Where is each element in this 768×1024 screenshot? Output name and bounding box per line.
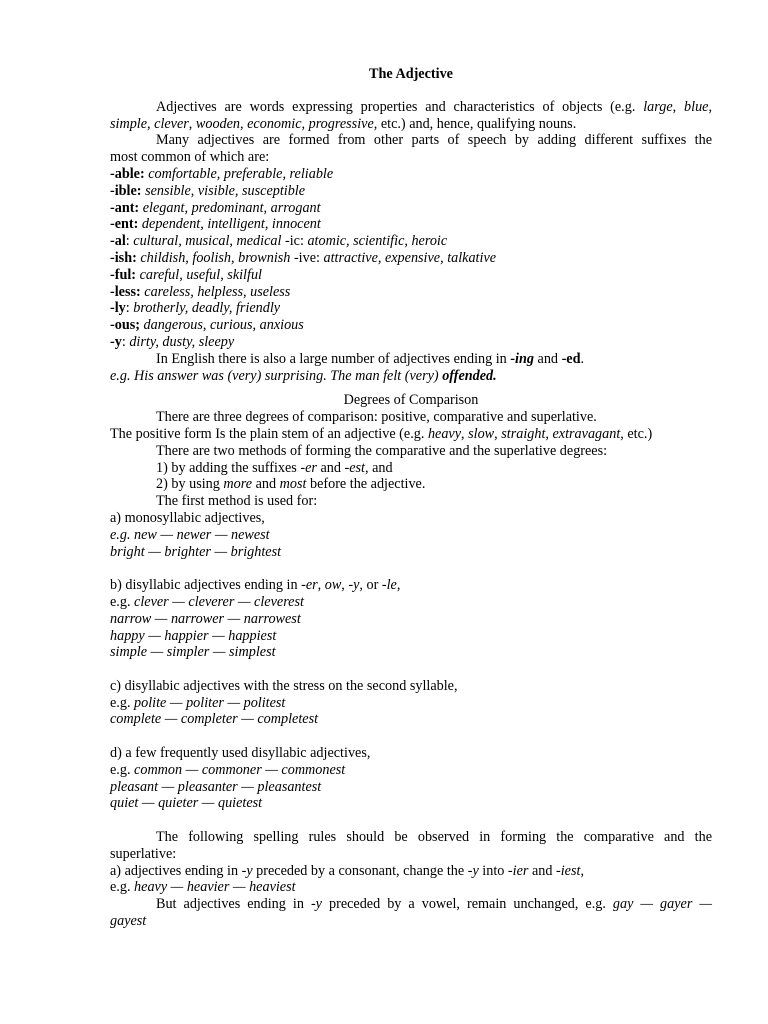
intro-line — [110, 116, 712, 133]
suffix-item — [110, 300, 712, 317]
example-line — [110, 795, 712, 812]
example-line — [110, 644, 712, 661]
example-group — [110, 678, 712, 745]
text-run: -y — [348, 577, 360, 594]
text-run: more — [223, 476, 253, 493]
text-run: Many adjectives are formed from other parts of speech by adding different suffixes the — [156, 132, 712, 149]
suffix-item — [110, 200, 712, 217]
text-run: : — [125, 233, 134, 250]
text-run: slow — [468, 425, 495, 442]
text-run: -iest — [556, 862, 581, 879]
text-run: ow — [324, 577, 342, 594]
text-run: polite — politer — politest — [134, 694, 286, 711]
text-run: and — [252, 476, 280, 493]
example-line — [110, 594, 712, 611]
text-run: and — [528, 862, 557, 879]
text-run: childish, foolish, brownish — [140, 249, 291, 266]
degrees-line — [110, 493, 712, 510]
text-run: , — [317, 577, 325, 594]
document-page — [110, 66, 712, 930]
text-run: e.g. — [110, 694, 135, 711]
example-line — [110, 913, 712, 930]
text-run: and — [316, 459, 345, 476]
text-run: -ant: — [110, 199, 140, 216]
text-run: There are two methods of forming the comparative and the superlative degrees: — [156, 442, 608, 459]
text-run: gayest — [110, 913, 147, 930]
text-run: -ing — [510, 350, 534, 367]
group-heading — [110, 510, 712, 527]
text-run: -ive: — [290, 249, 324, 266]
text-run: extravagant — [552, 425, 621, 442]
text-run: e.g. new — newer — newest — [110, 526, 270, 543]
spacer — [110, 728, 712, 745]
text-run: -est — [344, 459, 365, 476]
group-heading — [110, 678, 712, 695]
text-run: , — [672, 98, 685, 115]
text-run: -ous; — [110, 317, 140, 334]
text-run: happy — happier — happiest — [110, 627, 277, 644]
spelling-line — [110, 896, 712, 913]
text-run: attractive, expensive, talkative — [323, 249, 497, 266]
text-run: The first method is used for: — [156, 493, 318, 510]
text-run: The following spelling rules should be observed in forming the comparative and the — [156, 829, 712, 846]
spacer — [110, 560, 712, 577]
degrees-paragraph — [110, 409, 712, 510]
text-run: careful, useful, skilful — [139, 266, 262, 283]
text-run: brotherly, deadly, friendly — [133, 300, 281, 317]
text-run: -le — [381, 577, 397, 594]
text-run: sensible, visible, susceptible — [145, 182, 306, 199]
text-run: c) disyllabic adjectives with the stress on the second syllable, — [110, 677, 458, 694]
suffix-item — [110, 183, 712, 200]
text-run: large — [643, 98, 673, 115]
spelling-line — [110, 863, 712, 880]
suffix-item — [110, 317, 712, 334]
text-run: progressive — [308, 115, 374, 132]
intro-line — [110, 99, 712, 116]
text-run: bright — brighter — brightest — [110, 543, 282, 560]
text-run: -ier — [507, 862, 529, 879]
text-run: : — [121, 333, 130, 350]
example-line — [110, 695, 712, 712]
text-run: common — commoner — commonest — [134, 761, 346, 778]
text-run: , — [240, 115, 248, 132]
example-group — [110, 745, 712, 812]
text-run: e.g. His answer was (very) surprising. The man felt (very) — [110, 367, 443, 384]
text-run: most common of which are: — [110, 149, 270, 166]
text-run: -y — [467, 862, 479, 879]
text-run: , etc.) and, hence, qualifying nouns. — [373, 115, 577, 132]
suffix-list — [110, 166, 712, 351]
example-line — [110, 368, 712, 385]
text-run: economic — [247, 115, 302, 132]
text-run: d) a few frequently used disyllabic adjectives, — [110, 745, 371, 762]
example-line — [110, 779, 712, 796]
text-run: a) monosyllabic adjectives, — [110, 509, 265, 526]
text-run: -ent: — [110, 216, 139, 233]
spelling-line — [110, 846, 712, 863]
text-run: cultural, musical, medical — [133, 233, 282, 250]
text-run: -ic: — [281, 233, 308, 250]
text-run: . — [580, 350, 585, 367]
text-run: , — [580, 862, 584, 879]
example-groups — [110, 510, 712, 812]
text-run: : — [125, 300, 134, 317]
text-run: dangerous, curious, anxious — [143, 317, 304, 334]
text-run: wooden — [195, 115, 241, 132]
example-line — [110, 628, 712, 645]
text-run: complete — completer — completest — [110, 711, 319, 728]
degrees-line — [110, 443, 712, 460]
text-run: quiet — quieter — quietest — [110, 795, 263, 812]
text-run: -ful: — [110, 266, 137, 283]
text-run: careless, helpless, useless — [144, 283, 291, 300]
page-title: The Adjective — [369, 66, 453, 82]
text-run: -ly — [110, 300, 126, 317]
text-run: b) disyllabic adjectives ending in — [110, 577, 302, 594]
spacer — [110, 812, 712, 829]
text-run: , — [341, 577, 349, 594]
text-run: gay — gayer — — [612, 896, 712, 913]
text-run: most — [279, 476, 307, 493]
spacer — [110, 661, 712, 678]
example-line — [110, 527, 712, 544]
suffix-item — [110, 267, 712, 284]
text-run: pleasant — pleasanter — pleasantest — [110, 778, 322, 795]
text-run: preceded by a vowel, remain unchanged, e.g. — [321, 896, 613, 913]
text-run: The positive form Is the plain stem of an adjective (e.g. — [110, 425, 428, 442]
group-heading — [110, 577, 712, 594]
suffix-item — [110, 166, 712, 183]
suffix-item — [110, 334, 712, 351]
text-run: , and — [365, 459, 393, 476]
spacer — [110, 384, 712, 392]
degrees-line — [110, 426, 712, 443]
text-run: simple — simpler — simplest — [110, 644, 276, 661]
text-run: narrow — narrower — narrowest — [110, 610, 301, 627]
text-run: heavy — heavier — heaviest — [134, 879, 296, 896]
text-run: But adjectives ending in — [156, 896, 311, 913]
text-run: straight — [501, 425, 546, 442]
degrees-line — [110, 476, 712, 493]
text-run: -ish: — [110, 249, 137, 266]
text-run: 2) by using — [156, 476, 224, 493]
text-run: clever — cleverer — cleverest — [134, 593, 304, 610]
suffix-item — [110, 216, 712, 233]
suffix-item — [110, 233, 712, 250]
degrees-line — [110, 460, 712, 477]
text-run: into — [478, 862, 508, 879]
section-heading: Degrees of Comparison — [343, 392, 479, 409]
text-run: simple — [110, 115, 148, 132]
text-run: , — [396, 577, 401, 594]
example-group — [110, 510, 712, 577]
text-run: before the adjective. — [306, 476, 426, 493]
intro-line — [110, 149, 712, 166]
text-run: and — [533, 350, 562, 367]
text-run: dirty, dusty, sleepy — [129, 333, 235, 350]
text-run: heavy — [427, 425, 462, 442]
text-run: -y — [310, 896, 322, 913]
text-run: Adjectives are words expressing properties and characteristics of objects (e.g. — [156, 98, 644, 115]
text-run: , — [461, 425, 469, 442]
ing-ed-line — [110, 351, 712, 368]
degrees-line — [110, 409, 712, 426]
text-run: , — [301, 115, 309, 132]
text-run: , — [545, 425, 553, 442]
text-run: , — [708, 98, 713, 115]
text-run: -able: — [110, 165, 145, 182]
text-run: -ed — [561, 350, 581, 367]
text-run: -er — [300, 459, 317, 476]
intro-line — [110, 132, 712, 149]
example-line — [110, 611, 712, 628]
text-run: a) adjectives ending in — [110, 862, 242, 879]
text-run: offended. — [442, 367, 497, 384]
text-run: comfortable, preferable, reliable — [148, 165, 334, 182]
group-heading — [110, 745, 712, 762]
text-run: -y — [110, 333, 122, 350]
text-run: -less: — [110, 283, 141, 300]
spelling-line — [110, 829, 712, 846]
text-run: superlative: — [110, 845, 177, 862]
text-run: -y — [241, 862, 253, 879]
text-run: There are three degrees of comparison: positive, comparative and superlative. — [156, 409, 597, 426]
text-run: , or — [359, 577, 382, 594]
text-run: e.g. — [110, 593, 135, 610]
text-run: clever — [154, 115, 189, 132]
example-group — [110, 577, 712, 678]
text-run: , — [188, 115, 196, 132]
example-line — [110, 544, 712, 561]
text-run: e.g. — [110, 761, 135, 778]
text-run: In English there is also a large number of adjectives ending in — [156, 350, 511, 367]
text-run: atomic, scientific, heroic — [307, 233, 448, 250]
text-run: elegant, predominant, arrogant — [142, 199, 321, 216]
suffix-item — [110, 250, 712, 267]
text-run: -er — [301, 577, 318, 594]
text-run: , — [494, 425, 502, 442]
text-run: -al — [110, 233, 126, 250]
suffix-item — [110, 284, 712, 301]
example-line — [110, 879, 712, 896]
text-run: blue — [684, 98, 709, 115]
text-run: , etc.) — [620, 425, 653, 442]
text-run: , — [147, 115, 155, 132]
text-run: preceded by a consonant, change the — [252, 862, 468, 879]
text-run: 1) by adding the suffixes — [156, 459, 301, 476]
text-run: e.g. — [110, 879, 135, 896]
text-run: dependent, intelligent, innocent — [141, 216, 321, 233]
example-line — [110, 711, 712, 728]
example-line — [110, 762, 712, 779]
text-run: -ible: — [110, 182, 142, 199]
